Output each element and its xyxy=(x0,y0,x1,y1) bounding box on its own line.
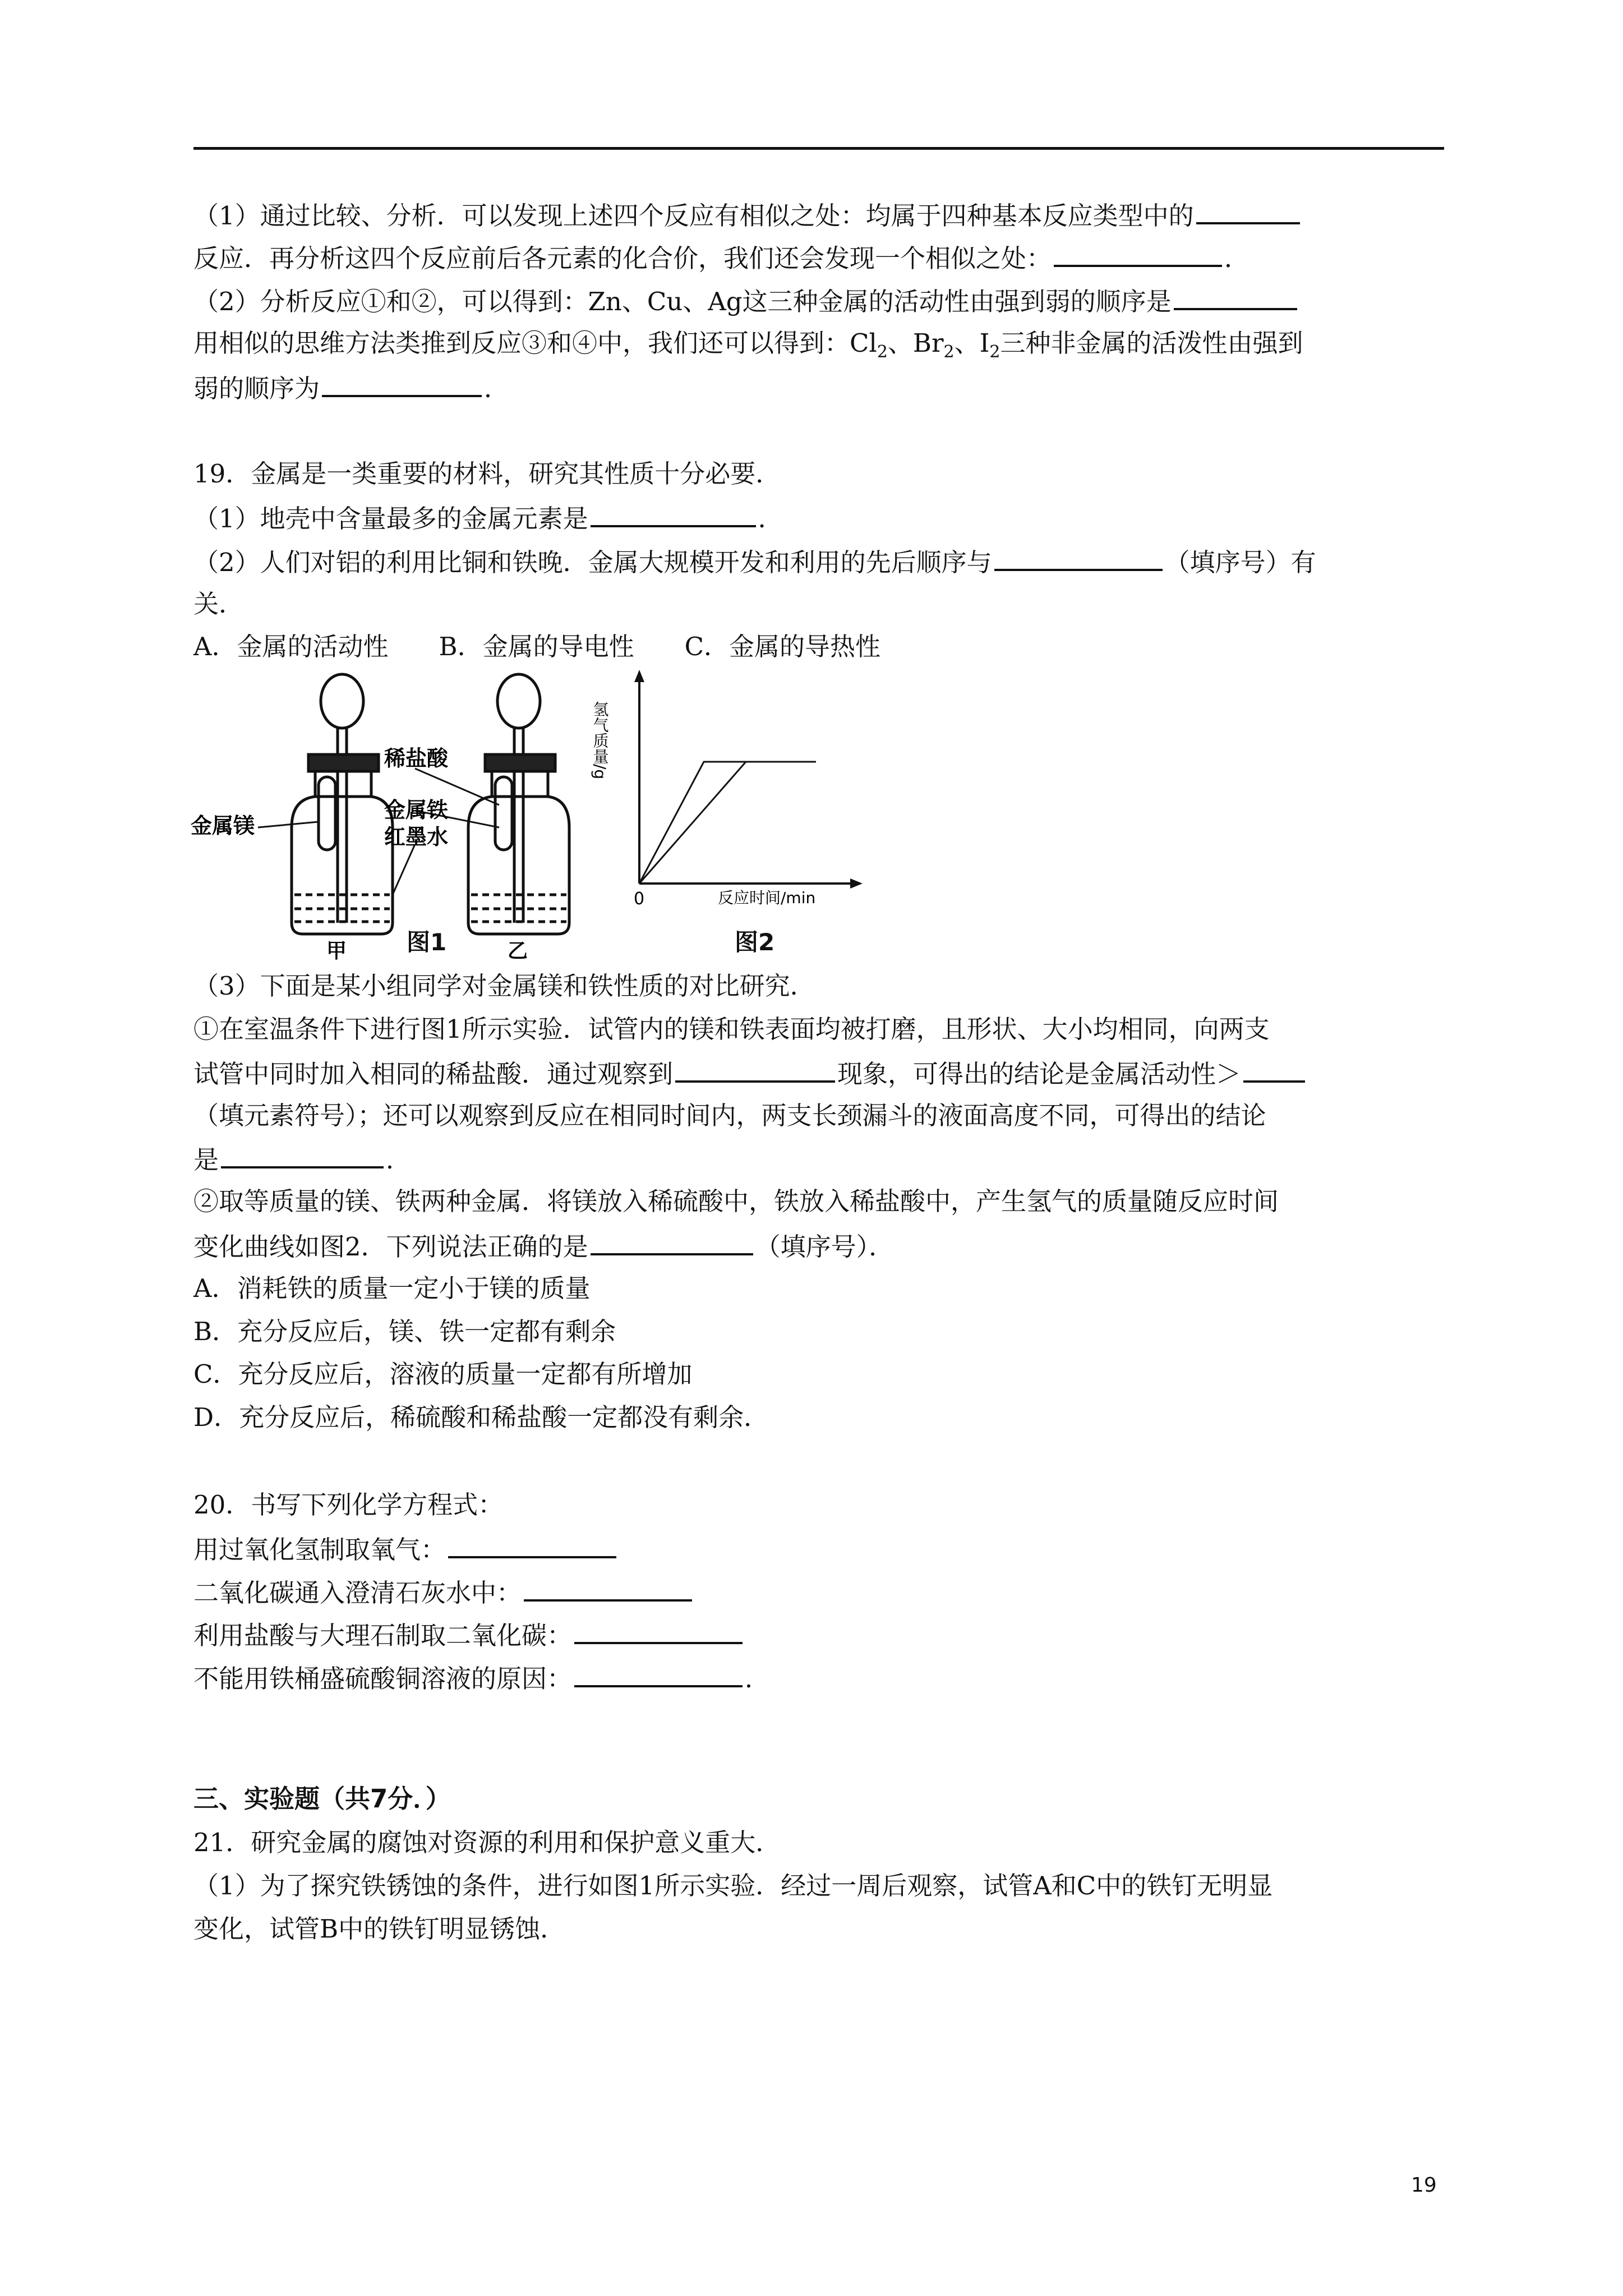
text: 21．研究金属的腐蚀对资源的利用和保护意义重大． xyxy=(193,1828,781,1857)
leader-line xyxy=(393,844,415,895)
x-axis-arrow xyxy=(850,878,863,889)
q21-stem xyxy=(193,1826,781,1860)
text: 、I xyxy=(954,328,990,358)
page-number: 19 xyxy=(1411,2174,1437,2197)
text: A．消耗铁的质量一定小于镁的质量 xyxy=(193,1273,591,1303)
text: ． xyxy=(758,504,783,533)
flask-yi xyxy=(468,674,569,934)
text: 关． xyxy=(193,589,245,619)
text: 反应．再分析这四个反应前后各元素的化合价，我们还会发现一个相似之处： xyxy=(193,243,1052,273)
answer-blank[interactable] xyxy=(591,1228,753,1255)
figure-1-caption: 图1 xyxy=(407,928,447,956)
label-jia: 甲 xyxy=(326,940,347,963)
curve-fe xyxy=(639,762,746,884)
text: （3）下面是某小组同学对金属镁和铁性质的对比研究． xyxy=(193,971,815,1001)
y-axis-arrow xyxy=(634,670,644,682)
text: （填序号）． xyxy=(755,1232,895,1262)
text: ． xyxy=(745,1664,771,1694)
answer-blank[interactable] xyxy=(1243,1056,1305,1083)
answer-blank[interactable] xyxy=(1196,197,1300,224)
answer-blank[interactable] xyxy=(574,1660,743,1687)
answer-blank[interactable] xyxy=(675,1056,835,1083)
subscript: 2 xyxy=(943,342,955,362)
text: （填序号）有 xyxy=(1164,547,1316,577)
text: （1）通过比较、分析．可以发现上述四个反应有相似之处：均属于四种基本反应类型中的 xyxy=(193,201,1194,231)
text: （1）地壳中含量最多的金属元素是 xyxy=(193,504,588,533)
text: 变化曲线如图2．下列说法正确的是 xyxy=(193,1232,588,1262)
text: ． xyxy=(1224,243,1250,273)
label-ink: 红墨水 xyxy=(384,825,449,849)
text: 19．金属是一类重要的材料，研究其性质十分必要． xyxy=(193,459,781,489)
q21-part1-line2 xyxy=(193,1912,565,1946)
answer-blank[interactable] xyxy=(1174,283,1297,310)
label-yi: 乙 xyxy=(508,940,528,963)
flask-jia xyxy=(292,674,393,934)
q19-s2-line1 xyxy=(193,1185,1279,1218)
y-axis-label: 氢气质量/g xyxy=(591,701,610,780)
curve-mg xyxy=(639,762,816,884)
answer-blank[interactable] xyxy=(221,1142,384,1168)
q19-options xyxy=(193,630,880,664)
text: ①在室温条件下进行图1所示实验．试管内的镁和铁表面均被打磨，且形状、大小均相同，向两支 xyxy=(193,1014,1270,1044)
text: ． xyxy=(386,1145,412,1175)
text: 用相似的思维方法类推到反应③和④中，我们还可以得到：Cl xyxy=(193,328,877,358)
text: 现象，可得出的结论是金属活动性＞ xyxy=(837,1059,1242,1089)
q20-line3 xyxy=(193,1617,745,1653)
answer-blank[interactable] xyxy=(1054,240,1222,267)
q19-part3 xyxy=(193,969,815,1003)
text: 试管中同时加入相同的稀盐酸．通过观察到 xyxy=(193,1059,674,1089)
answer-blank[interactable] xyxy=(524,1575,692,1602)
text: （2）分析反应①和②，可以得到：Zn、Cu、Ag这三种金属的活动性由强到弱的顺序是 xyxy=(193,287,1172,316)
q19-s1-line2 xyxy=(193,1056,1307,1091)
q20-line1 xyxy=(193,1531,619,1567)
q19-part2-line1 xyxy=(193,544,1316,579)
q20-line2 xyxy=(193,1575,694,1610)
text: 变化，试管B中的铁钉明显锈蚀． xyxy=(193,1914,566,1944)
answer-blank[interactable] xyxy=(322,370,482,397)
text: 弱的顺序为 xyxy=(193,374,320,403)
q20-line4 xyxy=(193,1660,770,1696)
figure-1-apparatus xyxy=(191,670,594,962)
q18-part2-line1 xyxy=(193,283,1299,319)
text: （2）人们对铝的利用比铜和铁晚．金属大规模开发和利用的先后顺序与 xyxy=(193,547,992,577)
q19-s1-line1 xyxy=(193,1013,1270,1046)
answer-blank[interactable] xyxy=(994,544,1163,571)
section-3-heading: 三、实验题（共7分．） xyxy=(193,1784,451,1814)
q19-option-d xyxy=(193,1401,769,1434)
answer-blank[interactable] xyxy=(591,500,756,527)
header-rule xyxy=(193,147,1444,150)
q18-part1-line2 xyxy=(193,240,1249,275)
q21-part1-line1 xyxy=(193,1869,1272,1903)
x-axis-label: 反应时间/min xyxy=(718,889,816,907)
q18-part2-line3 xyxy=(193,370,509,406)
figure-2-caption: 图2 xyxy=(735,928,775,956)
text: 不能用铁桶盛硫酸铜溶液的原因： xyxy=(193,1664,573,1694)
text: （填元素符号）；还可以观察到反应在相同时间内，两支长颈漏斗的液面高度不同，可得出的结论 xyxy=(193,1101,1266,1130)
subscript: 2 xyxy=(877,342,888,362)
text: ②取等质量的镁、铁两种金属．将镁放入稀硫酸中，铁放入稀盐酸中，产生氢气的质量随反应时间 xyxy=(193,1186,1279,1216)
text: C．充分反应后，溶液的质量一定都有所增加 xyxy=(193,1359,693,1389)
text: 20．书写下列化学方程式： xyxy=(193,1490,504,1520)
text: B．充分反应后，镁、铁一定都有剩余 xyxy=(193,1317,616,1346)
text: 是 xyxy=(193,1145,219,1175)
text: （1）为了探究铁锈蚀的条件，进行如图1所示实验．经过一周后观察，试管A和C中的铁钉无明显 xyxy=(193,1871,1273,1901)
label-mg: 金属镁 xyxy=(191,813,255,838)
q20-stem xyxy=(193,1488,503,1522)
q19-option-b xyxy=(193,1315,616,1349)
subscript: 2 xyxy=(989,342,1000,362)
text: A．金属的活动性 B．金属的导电性 C．金属的导热性 xyxy=(193,632,880,661)
origin-label: 0 xyxy=(634,889,645,909)
q18-part1-line1 xyxy=(193,197,1302,233)
label-acid: 稀盐酸 xyxy=(384,746,449,771)
text: 利用盐酸与大理石制取二氧化碳： xyxy=(193,1621,573,1650)
label-fe: 金属铁 xyxy=(384,798,449,822)
text: D．充分反应后，稀硫酸和稀盐酸一定都没有剩余． xyxy=(193,1402,769,1432)
text: 用过氧化氢制取氧气： xyxy=(193,1535,446,1565)
text: 三种非金属的活泼性由强到 xyxy=(1000,328,1303,358)
answer-blank[interactable] xyxy=(448,1531,616,1558)
answer-blank[interactable] xyxy=(574,1617,743,1644)
text: ． xyxy=(484,374,510,403)
text: 二氧化碳通入澄清石灰水中： xyxy=(193,1578,522,1608)
q19-part2-line2 xyxy=(193,587,244,621)
q19-s1-line3 xyxy=(193,1099,1266,1133)
q19-s2-line2 xyxy=(193,1228,894,1264)
leader-line xyxy=(258,822,319,827)
q18-part2-line2 xyxy=(193,326,1303,369)
q19-part1 xyxy=(193,500,783,536)
q19-s1-line4 xyxy=(193,1142,411,1177)
figure-2-graph xyxy=(591,668,864,909)
q19-option-c xyxy=(193,1358,692,1391)
q19-option-a xyxy=(193,1272,591,1305)
q19-stem xyxy=(193,457,781,491)
text: 、Br xyxy=(887,328,944,358)
